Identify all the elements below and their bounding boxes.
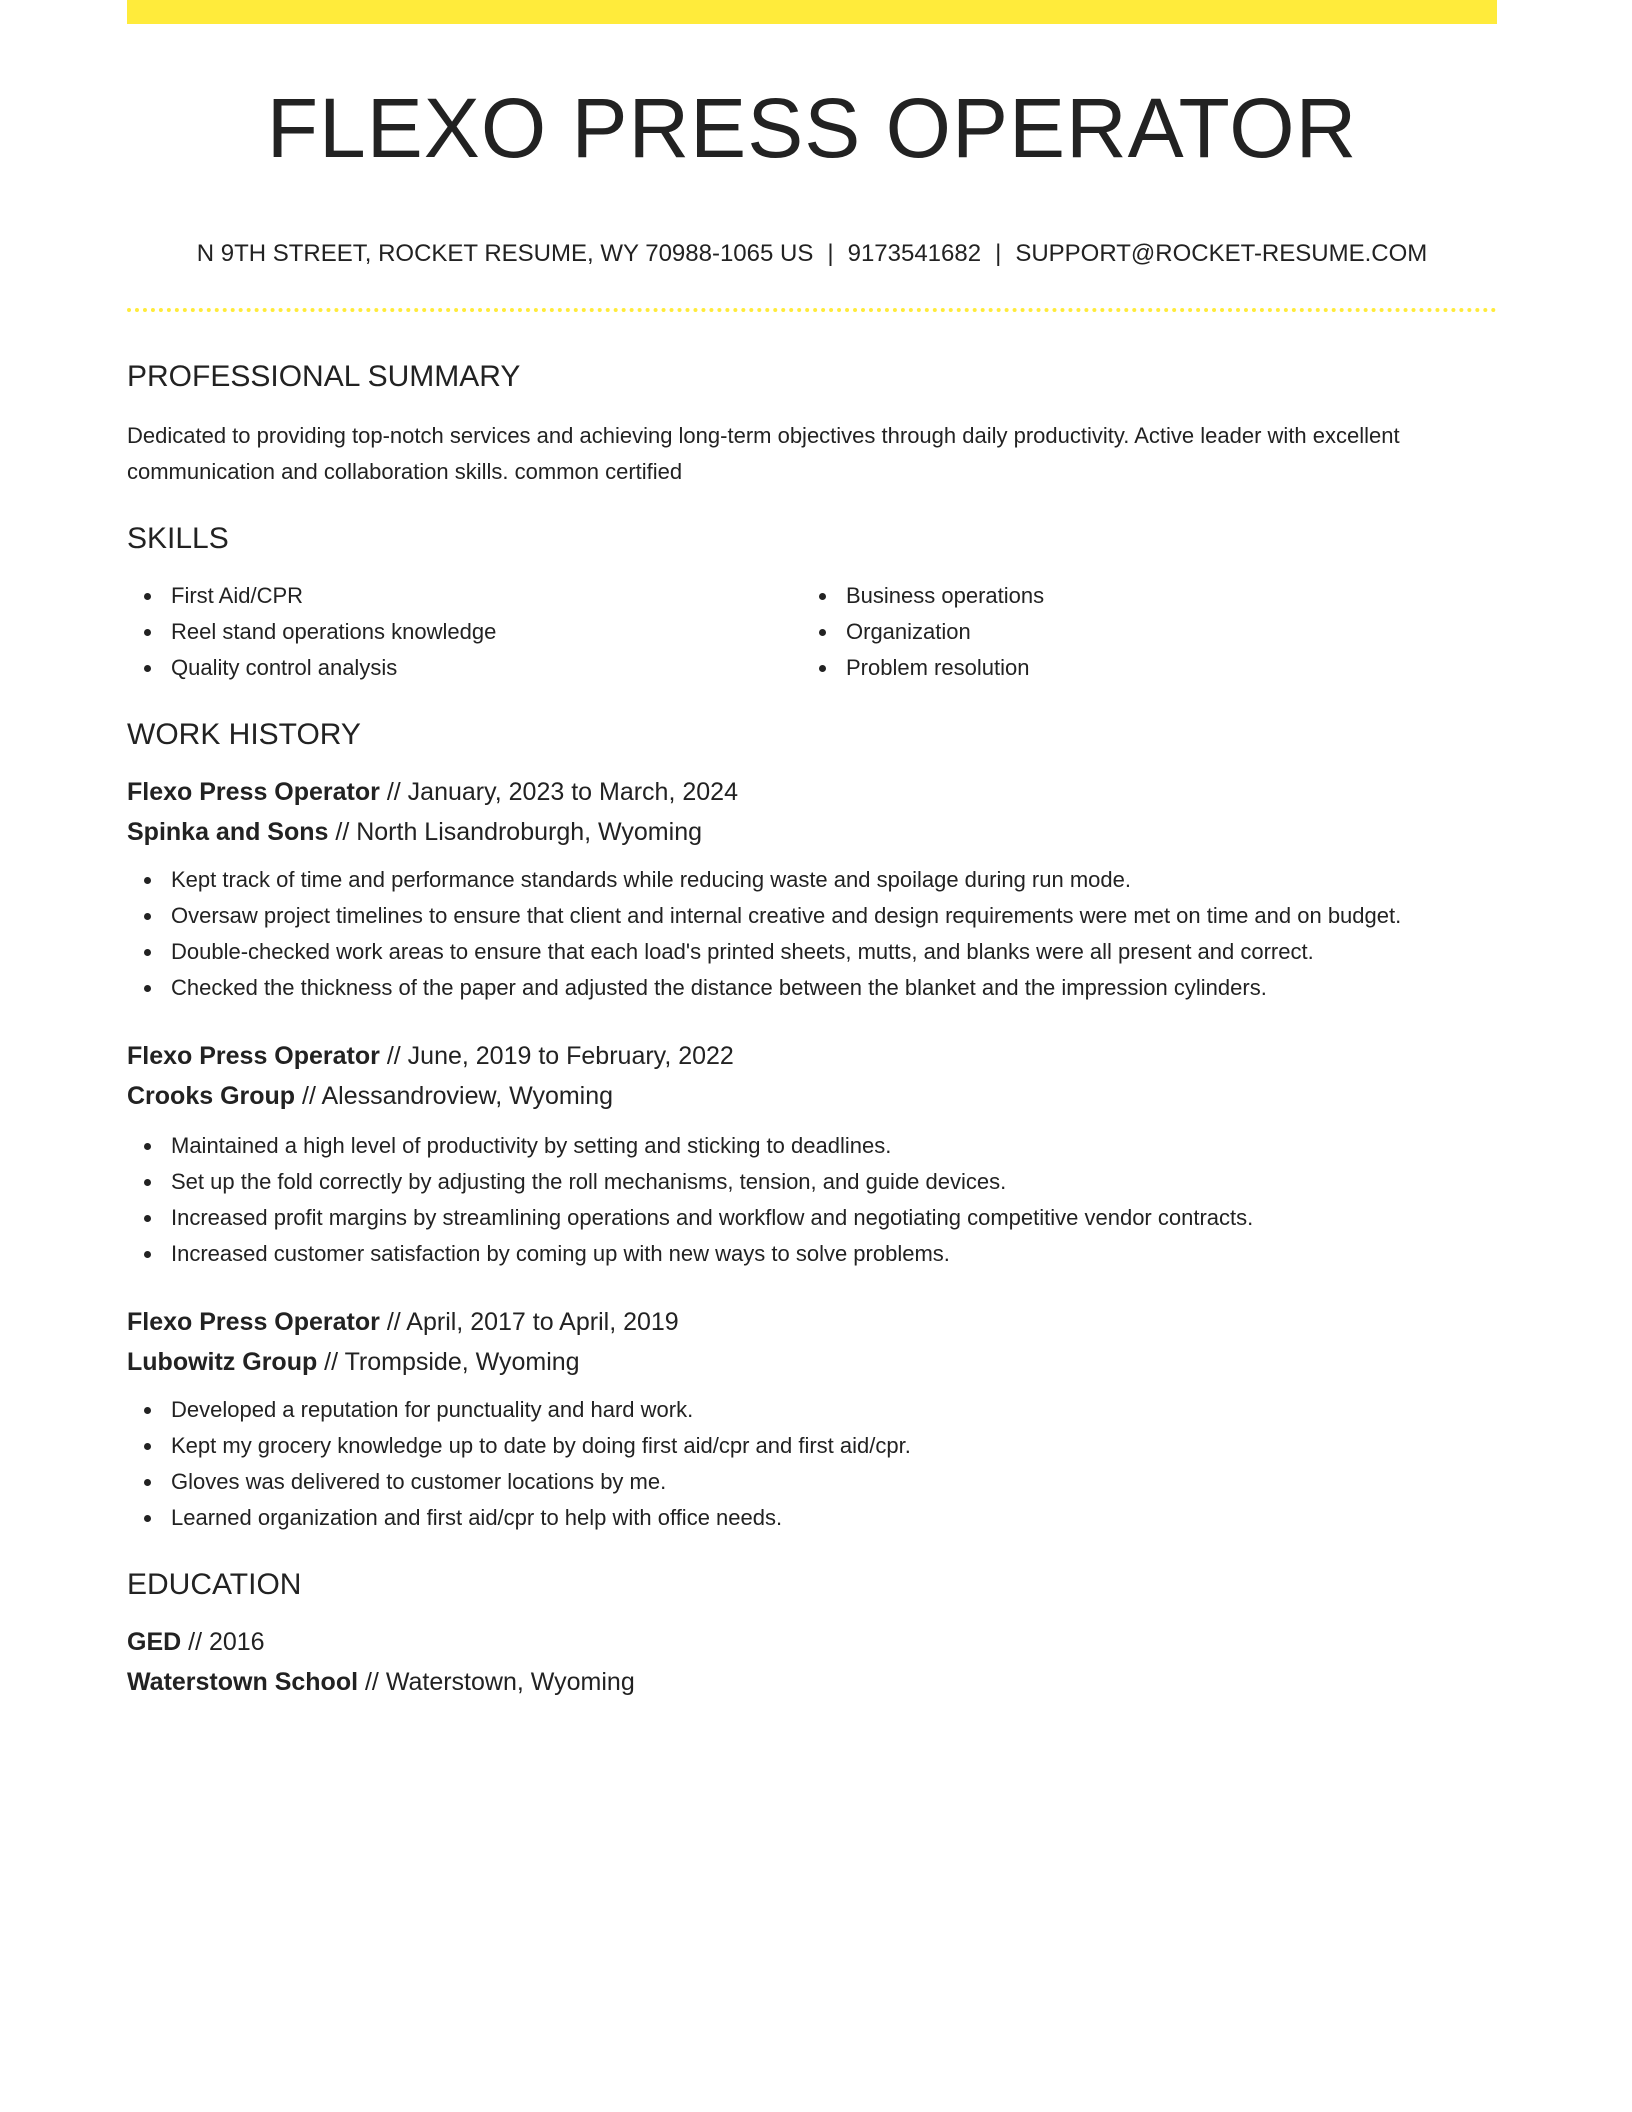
skills-column-left bbox=[127, 578, 802, 686]
contact-email: SUPPORT@ROCKET-RESUME.COM bbox=[1015, 240, 1428, 267]
skills-list-right bbox=[802, 578, 1477, 686]
job-company: Crooks Group bbox=[127, 1082, 296, 1110]
job-entry bbox=[127, 772, 1497, 1006]
skills-column-right bbox=[802, 578, 1477, 686]
skills-heading: SKILLS bbox=[127, 522, 229, 555]
contact-separator: | bbox=[995, 240, 1002, 267]
job-company-line bbox=[127, 1342, 1497, 1382]
job-dates: // June, 2019 to February, 2022 bbox=[379, 1042, 734, 1070]
job-title-line bbox=[127, 1302, 1497, 1342]
job-company: Lubowitz Group bbox=[127, 1348, 318, 1376]
skill-item: Problem resolution bbox=[802, 650, 1477, 686]
contact-separator: | bbox=[827, 240, 834, 267]
skills-grid bbox=[127, 578, 1497, 686]
education-degree: GED bbox=[127, 1628, 182, 1656]
education-school-line bbox=[127, 1662, 1497, 1702]
skill-item: Organization bbox=[802, 614, 1477, 650]
summary-heading: PROFESSIONAL SUMMARY bbox=[127, 360, 521, 393]
resume-page bbox=[127, 0, 1497, 1702]
job-bullet: Gloves was delivered to customer locations by me. bbox=[127, 1464, 1497, 1500]
job-bullets bbox=[127, 1128, 1497, 1272]
summary-text: Dedicated to providing top-notch services and achieving long-term objectives through daily productivity. Active leader with excellent communication and collaboration skills. common certified bbox=[127, 423, 1400, 484]
contact-address: N 9TH STREET, ROCKET RESUME, WY 70988-1065 US bbox=[196, 240, 814, 267]
job-dates: // January, 2023 to March, 2024 bbox=[379, 778, 738, 806]
job-entry bbox=[127, 1302, 1497, 1536]
job-dates: // April, 2017 to April, 2019 bbox=[379, 1308, 679, 1336]
job-bullet: Kept my grocery knowledge up to date by doing first aid/cpr and first aid/cpr. bbox=[127, 1428, 1497, 1464]
education-school: Waterstown School bbox=[127, 1668, 359, 1696]
job-bullet: Double-checked work areas to ensure that each load's printed sheets, mutts, and blanks were all present and correct. bbox=[127, 934, 1497, 970]
job-bullet: Checked the thickness of the paper and adjusted the distance between the blanket and the impression cylinders. bbox=[127, 970, 1497, 1006]
dotted-divider bbox=[127, 308, 1497, 312]
job-entry bbox=[127, 1036, 1497, 1272]
work-history-heading: WORK HISTORY bbox=[127, 718, 361, 751]
job-bullet: Kept track of time and performance standards while reducing waste and spoilage during run mode. bbox=[127, 862, 1497, 898]
job-bullet: Developed a reputation for punctuality and hard work. bbox=[127, 1392, 1497, 1428]
job-bullet: Set up the fold correctly by adjusting the roll mechanisms, tension, and guide devices. bbox=[127, 1164, 1497, 1200]
job-title-line bbox=[127, 772, 1497, 812]
top-accent-bar bbox=[127, 0, 1497, 24]
job-location: // Alessandroview, Wyoming bbox=[295, 1082, 614, 1110]
skills-list-left bbox=[127, 578, 802, 686]
contact-line bbox=[127, 242, 1497, 266]
job-company-line bbox=[127, 1076, 1497, 1116]
job-company: Spinka and Sons bbox=[127, 818, 329, 846]
job-company-line bbox=[127, 812, 1497, 852]
job-bullet: Increased profit margins by streamlining operations and workflow and negotiating competitive vendor contracts. bbox=[127, 1200, 1497, 1236]
job-title-line bbox=[127, 1036, 1497, 1076]
job-location: // Trompside, Wyoming bbox=[317, 1348, 580, 1376]
education-location: // Waterstown, Wyoming bbox=[358, 1668, 635, 1696]
skill-item: Reel stand operations knowledge bbox=[127, 614, 802, 650]
education-entry bbox=[127, 1622, 1497, 1702]
job-bullet: Maintained a high level of productivity by setting and sticking to deadlines. bbox=[127, 1128, 1497, 1164]
skill-item: First Aid/CPR bbox=[127, 578, 802, 614]
contact-phone: 9173541682 bbox=[847, 240, 982, 267]
job-bullets bbox=[127, 862, 1497, 1006]
job-bullet: Learned organization and first aid/cpr to help with office needs. bbox=[127, 1500, 1497, 1536]
job-location: // North Lisandroburgh, Wyoming bbox=[328, 818, 702, 846]
resume-name: FLEXO PRESS OPERATOR bbox=[266, 81, 1358, 175]
job-role: Flexo Press Operator bbox=[127, 1042, 380, 1070]
skill-item: Quality control analysis bbox=[127, 650, 802, 686]
job-bullets bbox=[127, 1392, 1497, 1536]
job-role: Flexo Press Operator bbox=[127, 1308, 380, 1336]
education-heading: EDUCATION bbox=[127, 1568, 302, 1601]
education-degree-line bbox=[127, 1622, 1497, 1662]
job-role: Flexo Press Operator bbox=[127, 778, 380, 806]
job-bullet: Increased customer satisfaction by coming up with new ways to solve problems. bbox=[127, 1236, 1497, 1272]
job-bullet: Oversaw project timelines to ensure that client and internal creative and design requirements were met on time and on budget. bbox=[127, 898, 1497, 934]
education-year: // 2016 bbox=[181, 1628, 265, 1656]
skill-item: Business operations bbox=[802, 578, 1477, 614]
